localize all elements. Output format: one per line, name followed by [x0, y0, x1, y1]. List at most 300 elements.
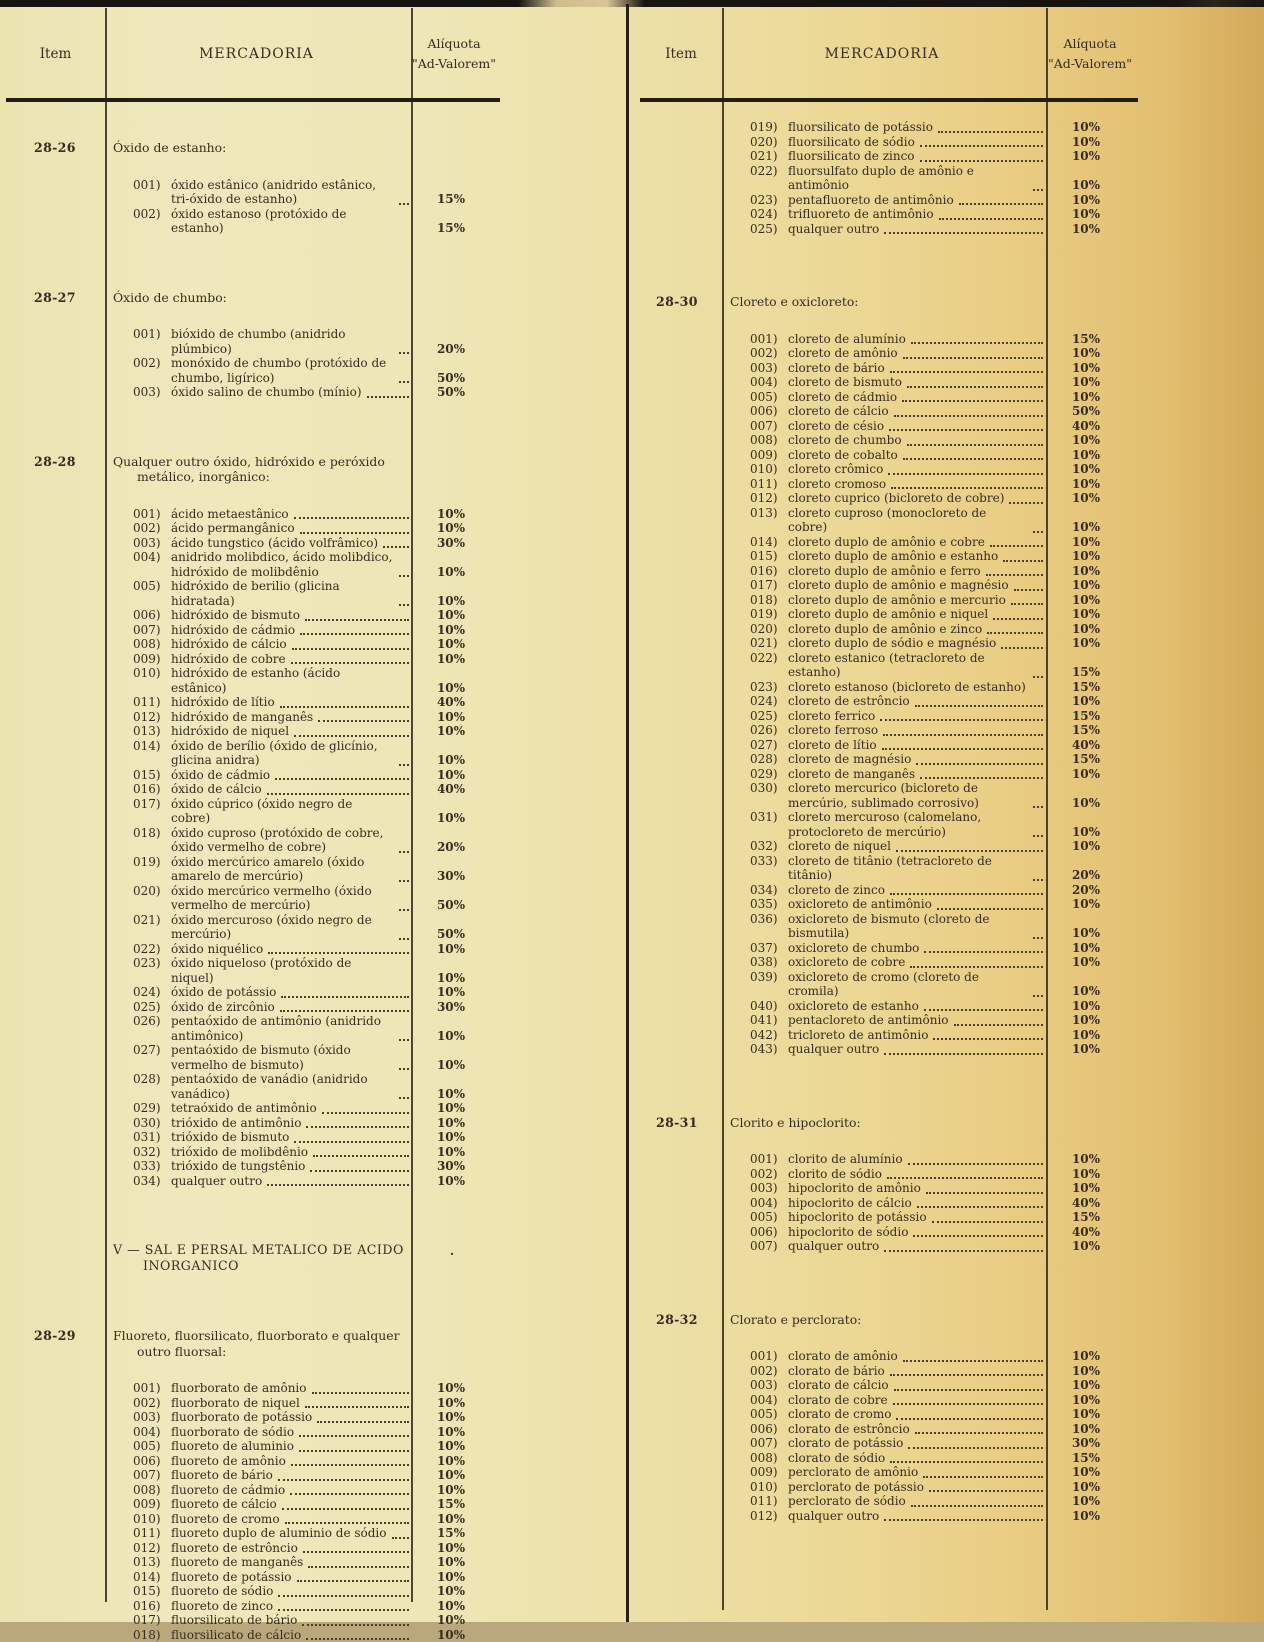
ad-valorem-rate: 10% — [414, 1483, 500, 1498]
entry-description: pentafluoreto de antimônio — [788, 193, 954, 208]
entry-description: hidróxido de manganês — [171, 710, 313, 725]
tariff-row — [722, 999, 1138, 1014]
dot-leader — [399, 1097, 409, 1099]
tariff-row — [722, 1239, 1138, 1254]
entry-description: fluoreto de aluminio — [171, 1439, 294, 1454]
entry-number: 008) — [133, 1483, 171, 1498]
ad-valorem-rate: 10% — [1048, 448, 1138, 463]
entry-number: 020) — [750, 135, 788, 150]
tariff-row — [722, 636, 1138, 651]
section-title: Óxido de estanho: — [113, 140, 414, 156]
entry-description: fluoreto de amônio — [171, 1454, 286, 1469]
ad-valorem-rate: 10% — [1048, 1013, 1138, 1028]
ad-valorem-rate: 10% — [1048, 694, 1138, 709]
entry-number: 028) — [133, 1072, 171, 1087]
entry-description: clorito de sódio — [788, 1167, 882, 1182]
entry-number: 008) — [750, 1451, 788, 1466]
tariff-row — [722, 549, 1138, 564]
dot-leader — [907, 444, 1043, 446]
ad-valorem-rate: 15% — [1048, 680, 1138, 695]
ad-valorem-rate: 10% — [1048, 825, 1138, 840]
ad-valorem-rate: 15% — [1048, 723, 1138, 738]
dot-leader — [1033, 879, 1043, 881]
dot-leader — [275, 778, 409, 780]
entry-number: 013) — [750, 506, 788, 521]
dot-leader — [888, 473, 1043, 475]
entry-number: 018) — [133, 1628, 171, 1642]
tariff-row — [722, 564, 1138, 579]
tariff-row — [105, 1101, 500, 1116]
entry-number: 024) — [750, 694, 788, 709]
tariff-row — [105, 178, 500, 207]
entry-number: 001) — [133, 178, 171, 193]
entry-description: cloreto cromoso — [788, 477, 886, 492]
dot-leader — [910, 966, 1043, 968]
dot-leader — [399, 851, 409, 853]
entry-number: 007) — [750, 419, 788, 434]
entry-number: 006) — [750, 1422, 788, 1437]
tariff-row — [105, 1570, 500, 1585]
dot-leader — [917, 1206, 1043, 1208]
tariff-row — [722, 1364, 1138, 1379]
ad-valorem-rate: 10% — [1048, 984, 1138, 999]
dot-leader — [278, 1595, 409, 1597]
entry-number: 012) — [750, 491, 788, 506]
entry-description: qualquer outro — [171, 1174, 262, 1189]
entry-description: fluoreto duplo de aluminio de sódio — [171, 1526, 387, 1541]
entry-number: 041) — [750, 1013, 788, 1028]
dot-leader — [889, 429, 1043, 431]
tariff-row — [722, 404, 1138, 419]
ad-valorem-rate: 10% — [1048, 535, 1138, 550]
ad-valorem-rate: 10% — [414, 768, 500, 783]
entry-description: cloreto de bismuto — [788, 375, 902, 390]
entry-description: cloreto de lítio — [788, 738, 877, 753]
dot-leader — [882, 748, 1043, 750]
entry-description: clorito de alumínio — [788, 1152, 903, 1167]
heading-mark: . — [450, 1244, 454, 1258]
tariff-row — [105, 1468, 500, 1483]
tariff-row — [105, 1454, 500, 1469]
tariff-row — [105, 1145, 500, 1160]
entry-description: anidrido molibdico, ácido molibdico, hidróxido de molibdênio — [171, 550, 394, 579]
ad-valorem-rate: 40% — [1048, 738, 1138, 753]
tariff-row — [722, 433, 1138, 448]
dot-leader — [908, 1163, 1043, 1165]
entry-number: 033) — [133, 1159, 171, 1174]
entry-number: 029) — [750, 767, 788, 782]
ad-valorem-rate: 50% — [414, 898, 500, 913]
entry-number: 005) — [750, 1210, 788, 1225]
tariff-section-28-28 — [6, 454, 500, 1189]
entry-number: 009) — [750, 1465, 788, 1480]
dot-leader — [987, 632, 1043, 634]
entry-description: cloreto de estrôncio — [788, 694, 910, 709]
dot-leader — [318, 720, 409, 722]
entry-description: fluoreto de cádmio — [171, 1483, 285, 1498]
entry-number: 037) — [750, 941, 788, 956]
dot-leader — [894, 1389, 1043, 1391]
tariff-row — [722, 854, 1138, 883]
ad-valorem-rate: 10% — [1048, 1152, 1138, 1167]
left-table-body — [6, 140, 500, 1642]
entry-description: oxicloreto de chumbo — [788, 941, 919, 956]
entry-description: ácido permangânico — [171, 521, 295, 536]
ad-valorem-rate: 10% — [1048, 375, 1138, 390]
tariff-row — [105, 1130, 500, 1145]
dot-leader — [920, 777, 1043, 779]
entry-number: 001) — [133, 327, 171, 342]
ad-valorem-rate: 10% — [1048, 607, 1138, 622]
header-rule — [6, 98, 500, 102]
entry-description: hipoclorito de sódio — [788, 1225, 908, 1240]
tariff-row — [105, 1116, 500, 1131]
dot-leader — [1033, 835, 1043, 837]
tariff-row — [105, 536, 500, 551]
item-code: 28-27 — [6, 290, 105, 400]
ad-valorem-rate: 20% — [414, 840, 500, 855]
section-title: Clorato e perclorato: — [730, 1312, 1052, 1328]
header-item-label: Item — [6, 10, 105, 98]
section-body — [722, 1312, 1138, 1524]
entry-description: monóxido de chumbo (protóxido de chumbo, ligírico) — [171, 356, 394, 385]
ad-valorem-rate: 10% — [414, 710, 500, 725]
entry-number: 005) — [750, 1407, 788, 1422]
ad-valorem-rate: 10% — [1048, 1465, 1138, 1480]
dot-leader — [399, 1039, 409, 1041]
dot-leader — [1033, 189, 1043, 191]
tariff-row — [722, 883, 1138, 898]
dot-leader — [290, 1493, 409, 1495]
dot-leader — [322, 1112, 409, 1114]
ad-valorem-rate: 10% — [1048, 1509, 1138, 1524]
dot-leader — [294, 1141, 409, 1143]
tariff-row — [105, 356, 500, 385]
dot-leader — [300, 532, 409, 534]
dot-leader — [281, 996, 409, 998]
tariff-row — [722, 1407, 1138, 1422]
entry-description: pentacloreto de antimônio — [788, 1013, 949, 1028]
dot-leader — [310, 1170, 409, 1172]
tariff-row — [105, 652, 500, 667]
entry-description: fluoreto de zinco — [171, 1599, 273, 1614]
entry-description: cloreto de manganês — [788, 767, 915, 782]
ad-valorem-rate: 10% — [414, 811, 500, 826]
entry-number: 004) — [750, 1393, 788, 1408]
tariff-row — [722, 941, 1138, 956]
entry-description: cloreto de bário — [788, 361, 885, 376]
tariff-row — [105, 1000, 500, 1015]
entry-description: hipoclorito de cálcio — [788, 1196, 912, 1211]
entry-number: 004) — [750, 375, 788, 390]
dot-leader — [908, 1447, 1043, 1449]
tariff-row — [722, 361, 1138, 376]
ad-valorem-rate: 10% — [414, 1613, 500, 1628]
tariff-section-28-31 — [640, 1115, 1138, 1254]
tariff-row — [105, 1555, 500, 1570]
tariff-row — [105, 710, 500, 725]
entry-description: cloreto duplo de amônio e ferro — [788, 564, 981, 579]
header-aliquota-label — [408, 10, 500, 98]
entry-description: fluorborato de niquel — [171, 1396, 300, 1411]
dot-leader — [300, 633, 409, 635]
right-table-body — [640, 120, 1138, 1523]
ad-valorem-rate: 40% — [1048, 1225, 1138, 1240]
tariff-row — [722, 1225, 1138, 1240]
section-body — [722, 120, 1138, 236]
dot-leader — [297, 1580, 409, 1582]
entry-number: 026) — [133, 1014, 171, 1029]
tariff-row — [722, 1393, 1138, 1408]
ad-valorem-rate: 10% — [1048, 796, 1138, 811]
ad-valorem-rate: 40% — [414, 782, 500, 797]
entry-number: 006) — [133, 608, 171, 623]
tariff-row — [722, 1013, 1138, 1028]
tariff-row — [722, 477, 1138, 492]
ad-valorem-rate: 10% — [1048, 1422, 1138, 1437]
tariff-row — [722, 1042, 1138, 1057]
ad-valorem-rate: 10% — [1048, 897, 1138, 912]
tariff-row — [722, 207, 1138, 222]
entry-description: qualquer outro — [788, 222, 879, 237]
entry-description: ácido tungstico (ácido volfrâmico) — [171, 536, 378, 551]
tariff-row — [722, 1349, 1138, 1364]
tariff-row — [722, 723, 1138, 738]
dot-leader — [313, 1155, 409, 1157]
dot-leader — [890, 1461, 1043, 1463]
entry-description: cloreto mercurico (bicloreto de mercúrio, sublimado corrosivo) — [788, 781, 1028, 810]
entry-number: 027) — [750, 738, 788, 753]
entry-description: trióxido de tungstênio — [171, 1159, 305, 1174]
entry-number: 034) — [133, 1174, 171, 1189]
entry-number: 011) — [750, 477, 788, 492]
entry-description: fluorsilicato de bário — [171, 1613, 297, 1628]
tariff-row — [105, 797, 500, 826]
tariff-row — [722, 462, 1138, 477]
entry-number: 024) — [750, 207, 788, 222]
entry-number: 019) — [750, 607, 788, 622]
entry-description: cloreto de cobalto — [788, 448, 898, 463]
entry-number: 028) — [750, 752, 788, 767]
tariff-row — [722, 346, 1138, 361]
entry-description: perclorato de amônio — [788, 1465, 918, 1480]
ad-valorem-rate: 15% — [1048, 665, 1138, 680]
entry-description: óxido mercúrico vermelho (óxido vermelho de mercúrio) — [171, 884, 394, 913]
tariff-row — [105, 884, 500, 913]
section-title: Qualquer outro óxido, hidróxido e peróxido metálico, inorgânico: — [113, 454, 414, 485]
ad-valorem-rate: 10% — [414, 1570, 500, 1585]
entry-number: 001) — [750, 1152, 788, 1167]
entry-number: 011) — [133, 1526, 171, 1541]
item-code: 28-30 — [640, 294, 722, 1057]
dot-leader — [920, 160, 1043, 162]
entry-number: 042) — [750, 1028, 788, 1043]
entry-description: clorato de estrôncio — [788, 1422, 910, 1437]
ad-valorem-rate: 10% — [414, 507, 500, 522]
entry-description: óxido salino de chumbo (mínio) — [171, 385, 362, 400]
top-edge-bar — [0, 0, 1264, 7]
ad-valorem-rate: 10% — [1048, 1494, 1138, 1509]
entry-description: cloreto cuprico (bicloreto de cobre) — [788, 491, 1004, 506]
ad-valorem-rate: 10% — [1048, 222, 1138, 237]
ad-valorem-rate: 10% — [414, 565, 500, 580]
tariff-row — [722, 491, 1138, 506]
dot-leader — [267, 793, 409, 795]
dot-leader — [278, 1609, 409, 1611]
entry-number: 004) — [133, 550, 171, 565]
entry-number: 022) — [750, 164, 788, 179]
entry-description: cloreto ferrico — [788, 709, 875, 724]
tariff-row — [722, 193, 1138, 208]
entry-description: cloreto de amônio — [788, 346, 898, 361]
entry-description: cloreto de cádmio — [788, 390, 897, 405]
entry-description: clorato de bário — [788, 1364, 885, 1379]
tariff-section-28-30 — [640, 294, 1138, 1057]
entry-description: clorato de cromo — [788, 1407, 891, 1422]
entry-description: clorato de cobre — [788, 1393, 888, 1408]
dot-leader — [923, 1476, 1043, 1478]
dot-leader — [884, 232, 1043, 234]
tariff-row — [105, 782, 500, 797]
section-title: Cloreto e oxicloreto: — [730, 294, 1052, 310]
dot-leader — [891, 487, 1043, 489]
tariff-row — [105, 826, 500, 855]
tariff-row — [105, 855, 500, 884]
entry-number: 005) — [133, 579, 171, 594]
entry-number: 012) — [133, 710, 171, 725]
entry-number: 002) — [133, 1396, 171, 1411]
dot-leader — [887, 1177, 1043, 1179]
section-body — [722, 1115, 1138, 1254]
ad-valorem-rate: 10% — [414, 1425, 500, 1440]
dot-leader — [1003, 560, 1043, 562]
ad-valorem-rate: 10% — [1048, 1028, 1138, 1043]
ad-valorem-rate: 40% — [1048, 419, 1138, 434]
entry-number: 014) — [133, 739, 171, 754]
entry-description: fluorborato de amônio — [171, 1381, 307, 1396]
entry-number: 020) — [133, 884, 171, 899]
ad-valorem-rate: 10% — [1048, 477, 1138, 492]
header-rule — [640, 98, 1138, 102]
item-code — [6, 1242, 105, 1274]
entry-description: hipoclorito de amônio — [788, 1181, 921, 1196]
header-aliquota-line1: Alíquota — [427, 34, 480, 54]
entry-number: 019) — [133, 855, 171, 870]
ad-valorem-rate: 10% — [414, 1029, 500, 1044]
entry-number: 022) — [133, 942, 171, 957]
entry-number: 036) — [750, 912, 788, 927]
dot-leader — [986, 574, 1043, 576]
dot-leader — [954, 1024, 1043, 1026]
tariff-row — [722, 448, 1138, 463]
entry-number: 032) — [750, 839, 788, 854]
entry-number: 039) — [750, 970, 788, 985]
ad-valorem-rate: 40% — [1048, 1196, 1138, 1211]
entry-description: óxido de potássio — [171, 985, 276, 1000]
entry-description: fluorsilicato de sódio — [788, 135, 915, 150]
entry-description: clorato de cálcio — [788, 1378, 889, 1393]
entry-description: trióxido de molibdênio — [171, 1145, 308, 1160]
entry-number: 024) — [133, 985, 171, 1000]
entry-number: 043) — [750, 1042, 788, 1057]
dot-leader — [884, 1519, 1043, 1521]
entry-number: 016) — [750, 564, 788, 579]
entry-description: cloreto duplo de amônio e zinco — [788, 622, 982, 637]
dot-leader — [896, 1418, 1043, 1420]
ad-valorem-rate: 10% — [414, 1381, 500, 1396]
entry-description: hidróxido de bismuto — [171, 608, 300, 623]
entry-description: qualquer outro — [788, 1239, 879, 1254]
table-header — [640, 10, 1138, 98]
ad-valorem-rate: 10% — [414, 724, 500, 739]
entry-description: óxido mercúrico amarelo (óxido amarelo de mercúrio) — [171, 855, 394, 884]
entry-description: clorato de potássio — [788, 1436, 903, 1451]
entry-description: fluoreto de potássio — [171, 1570, 292, 1585]
entry-description: ácido metaestânico — [171, 507, 289, 522]
tariff-row — [105, 1072, 500, 1101]
tariff-row — [105, 695, 500, 710]
dot-leader — [399, 909, 409, 911]
tariff-row — [722, 970, 1138, 999]
tariff-row — [105, 1599, 500, 1614]
ad-valorem-rate: 15% — [1048, 1210, 1138, 1225]
tariff-row — [722, 535, 1138, 550]
tariff-row — [722, 694, 1138, 709]
entry-number: 003) — [750, 361, 788, 376]
entry-description: cloreto duplo de amônio e magnésio — [788, 578, 1009, 593]
tariff-row — [105, 637, 500, 652]
dot-leader — [884, 1250, 1043, 1252]
entry-description: fluorsilicato de potássio — [788, 120, 933, 135]
dot-leader — [399, 381, 409, 383]
ad-valorem-rate: 10% — [1048, 926, 1138, 941]
entry-number: 004) — [750, 1196, 788, 1211]
header-aliquota-line2: "Ad-Valorem" — [412, 54, 496, 74]
ad-valorem-rate: 10% — [1048, 564, 1138, 579]
tariff-row — [105, 1410, 500, 1425]
dot-leader — [1033, 676, 1043, 678]
dot-leader — [305, 1406, 409, 1408]
ad-valorem-rate: 20% — [1048, 883, 1138, 898]
entry-number: 023) — [750, 680, 788, 695]
entry-number: 002) — [750, 1167, 788, 1182]
ad-valorem-rate: 10% — [414, 1512, 500, 1527]
entry-number: 017) — [133, 1613, 171, 1628]
entry-description: hidróxido de niquel — [171, 724, 289, 739]
dot-leader — [959, 203, 1043, 205]
ad-valorem-rate: 10% — [1048, 549, 1138, 564]
tariff-row — [722, 1465, 1138, 1480]
entry-description: hidróxido de cobre — [171, 652, 286, 667]
ad-valorem-rate: 10% — [414, 1599, 500, 1614]
ad-valorem-rate: 10% — [414, 1555, 500, 1570]
tariff-row — [722, 375, 1138, 390]
entry-number: 009) — [133, 652, 171, 667]
ad-valorem-rate: 10% — [414, 608, 500, 623]
entry-number: 010) — [750, 462, 788, 477]
tariff-section-28-26 — [6, 140, 500, 236]
dot-leader — [1001, 647, 1043, 649]
dot-leader — [920, 145, 1043, 147]
dot-leader — [367, 396, 409, 398]
right-page-column — [640, 10, 1138, 1523]
tariff-row — [105, 1014, 500, 1043]
tariff-row — [722, 622, 1138, 637]
tariff-row — [722, 738, 1138, 753]
dot-leader — [392, 1537, 410, 1539]
ad-valorem-rate: 10% — [414, 971, 500, 986]
group-heading: V — SAL E PERSAL METALICO DE ACIDO INORGANICO — [113, 1242, 408, 1274]
